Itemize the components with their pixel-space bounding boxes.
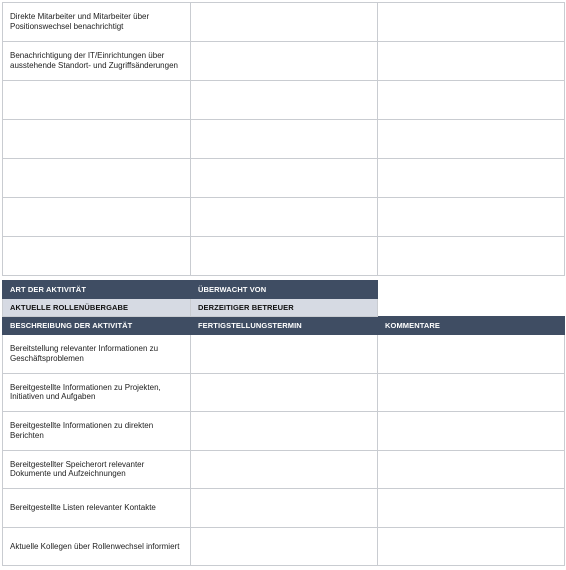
deadline-cell[interactable]: [191, 335, 378, 374]
comments-cell[interactable]: [378, 335, 565, 374]
activity-cell[interactable]: [3, 237, 191, 276]
description-cell: Bereitstellung relevanter Informationen zu Geschäftsproblemen: [3, 335, 191, 374]
table-row: [3, 373, 565, 412]
table-row: [3, 489, 565, 528]
comments-cell[interactable]: [378, 527, 565, 566]
deadline-cell[interactable]: [191, 373, 378, 412]
empty-header-cell: [378, 299, 565, 317]
table-row: [3, 335, 565, 374]
monitored-by-cell[interactable]: [191, 120, 378, 159]
activity-type-value: AKTUELLE ROLLENÜBERGABE: [3, 299, 191, 317]
deadline-cell[interactable]: [191, 527, 378, 566]
monitored-by-header: ÜBERWACHT VON: [191, 281, 378, 299]
activity-type-header-row: [3, 281, 565, 299]
comments-cell[interactable]: [378, 373, 565, 412]
role-handover-table: [2, 280, 565, 566]
deadline-cell[interactable]: [191, 412, 378, 451]
comments-cell[interactable]: [378, 81, 565, 120]
monitored-by-cell[interactable]: [191, 81, 378, 120]
table-row: [3, 412, 565, 451]
table-row: [3, 42, 565, 81]
table-row: [3, 120, 565, 159]
description-cell: Aktuelle Kollegen über Rollenwechsel informiert: [3, 527, 191, 566]
activity-cell[interactable]: [3, 120, 191, 159]
table-row: [3, 198, 565, 237]
activity-cell[interactable]: [3, 81, 191, 120]
comments-cell[interactable]: [378, 198, 565, 237]
comments-cell[interactable]: [378, 412, 565, 451]
activity-type-value-row: [3, 299, 565, 317]
table-row: [3, 159, 565, 198]
comments-cell[interactable]: [378, 237, 565, 276]
comments-cell[interactable]: [378, 489, 565, 528]
comments-cell[interactable]: [378, 120, 565, 159]
activity-cell: Benachrichtigung der IT/Einrichtungen über ausstehende Standort- und Zugriffsänderungen: [3, 42, 191, 81]
table-row: [3, 527, 565, 566]
table-row: [3, 450, 565, 489]
table-row: [3, 81, 565, 120]
monitored-by-cell[interactable]: [191, 42, 378, 81]
activity-cell[interactable]: [3, 198, 191, 237]
comments-cell[interactable]: [378, 450, 565, 489]
description-cell: Bereitgestellte Informationen zu direkten Berichten: [3, 412, 191, 451]
comments-cell[interactable]: [378, 42, 565, 81]
comments-cell[interactable]: [378, 159, 565, 198]
monitored-by-cell[interactable]: [191, 3, 378, 42]
table-row: [3, 3, 565, 42]
comments-cell[interactable]: [378, 3, 565, 42]
activity-type-header: ART DER AKTIVITÄT: [3, 281, 191, 299]
description-cell: Bereitgestellte Informationen zu Projekten, Initiativen und Aufgaben: [3, 373, 191, 412]
activity-cell[interactable]: [3, 159, 191, 198]
top-activity-table: [2, 2, 565, 276]
deadline-column-header: FERTIGSTELLUNGSTERMIN: [191, 317, 378, 335]
column-header-row: [3, 317, 565, 335]
empty-header-cell: [378, 281, 565, 299]
deadline-cell[interactable]: [191, 450, 378, 489]
description-column-header: BESCHREIBUNG DER AKTIVITÄT: [3, 317, 191, 335]
deadline-cell[interactable]: [191, 489, 378, 528]
table-row: [3, 237, 565, 276]
description-cell: Bereitgestellter Speicherort relevanter Dokumente und Aufzeichnungen: [3, 450, 191, 489]
monitored-by-cell[interactable]: [191, 159, 378, 198]
monitored-by-cell[interactable]: [191, 237, 378, 276]
comments-column-header: KOMMENTARE: [378, 317, 565, 335]
activity-cell: Direkte Mitarbeiter und Mitarbeiter über Positionswechsel benachrichtigt: [3, 3, 191, 42]
monitored-by-cell[interactable]: [191, 198, 378, 237]
description-cell: Bereitgestellte Listen relevanter Kontakte: [3, 489, 191, 528]
monitored-by-value: DERZEITIGER BETREUER: [191, 299, 378, 317]
